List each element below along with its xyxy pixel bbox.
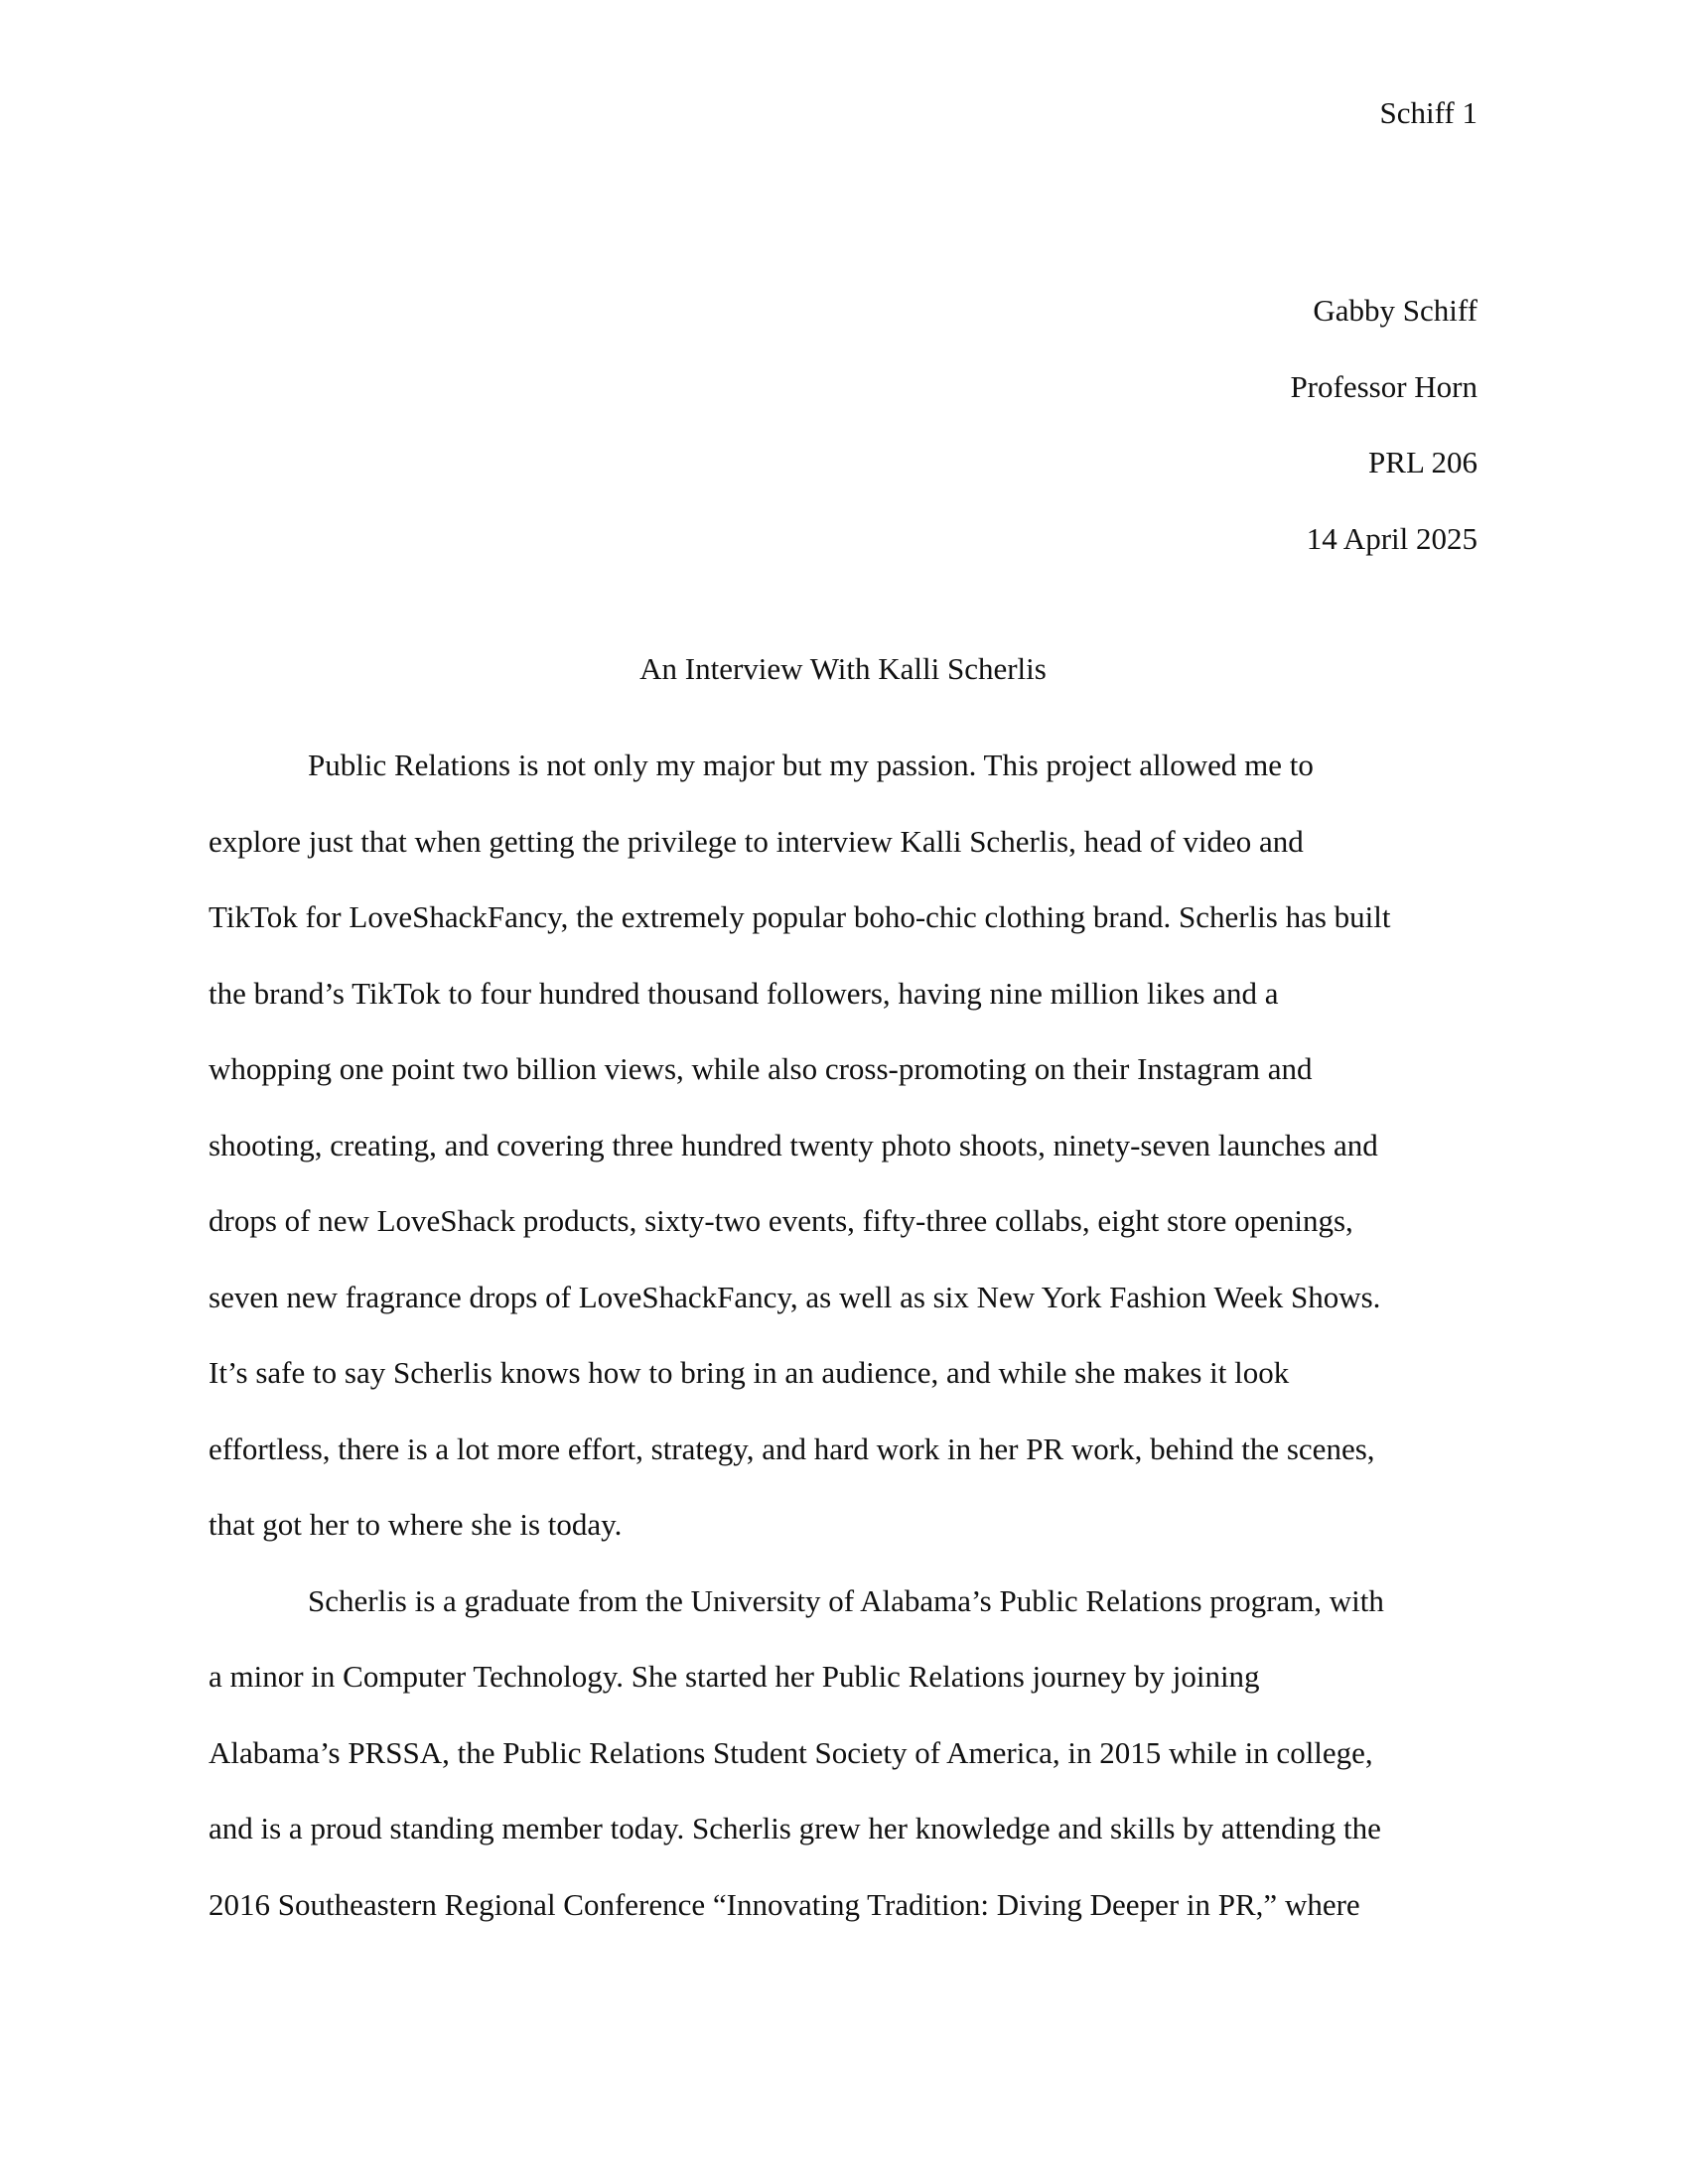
paragraph-line: It’s safe to say Scherlis knows how to bring in an audience, and while she makes it look [209, 1355, 1290, 1390]
paragraph-line: Scherlis is a graduate from the University of Alabama’s Public Relations program, with [308, 1582, 1384, 1618]
paragraph-1 [209, 728, 1489, 1564]
submission-date: 14 April 2025 [1306, 520, 1477, 556]
paragraph-line: 2016 Southeastern Regional Conference “Innovating Tradition: Diving Deeper in PR,” where [209, 1886, 1360, 1922]
paragraph-line: and is a proud standing member today. Scherlis grew her knowledge and skills by attending the [209, 1811, 1381, 1845]
paragraph-line: whopping one point two billion views, while also cross-promoting on their Instagram and [209, 1051, 1313, 1086]
paragraph-line: that got her to where she is today. [209, 1507, 623, 1542]
paragraph-line: the brand’s TikTok to four hundred thousand followers, having nine million likes and a [209, 975, 1279, 1011]
author-name: Gabby Schiff [1313, 293, 1477, 328]
paragraph-2 [209, 1564, 1489, 1944]
paragraph-line: effortless, there is a lot more effort, strategy, and hard work in her PR work, behind the scenes, [209, 1431, 1375, 1466]
document-body [209, 728, 1489, 1943]
running-head: Schiff 1 [1379, 95, 1477, 130]
paragraph-line: a minor in Computer Technology. She started her Public Relations journey by joining [209, 1659, 1260, 1694]
document-title: An Interview With Kalli Scherlis [639, 651, 1047, 686]
paragraph-line: Public Relations is not only my major but my passion. This project allowed me to [308, 748, 1314, 782]
professor-name: Professor Horn [1290, 368, 1477, 404]
paragraph-line: TikTok for LoveShackFancy, the extremely popular boho-chic clothing brand. Scherlis has built [209, 899, 1391, 934]
paragraph-line: shooting, creating, and covering three hundred twenty photo shoots, ninety-seven launches and [209, 1127, 1378, 1162]
paragraph-line: Alabama’s PRSSA, the Public Relations Student Society of America, in 2015 while in college, [209, 1734, 1373, 1770]
mla-heading [782, 273, 1477, 577]
course-code: PRL 206 [1368, 445, 1477, 479]
paragraph-line: drops of new LoveShack products, sixty-two events, fifty-three collabs, eight store openings, [209, 1203, 1353, 1238]
paragraph-line: explore just that when getting the privilege to interview Kalli Scherlis, head of video and [209, 823, 1304, 859]
paragraph-line: seven new fragrance drops of LoveShackFancy, as well as six New York Fashion Week Shows. [209, 1279, 1381, 1314]
